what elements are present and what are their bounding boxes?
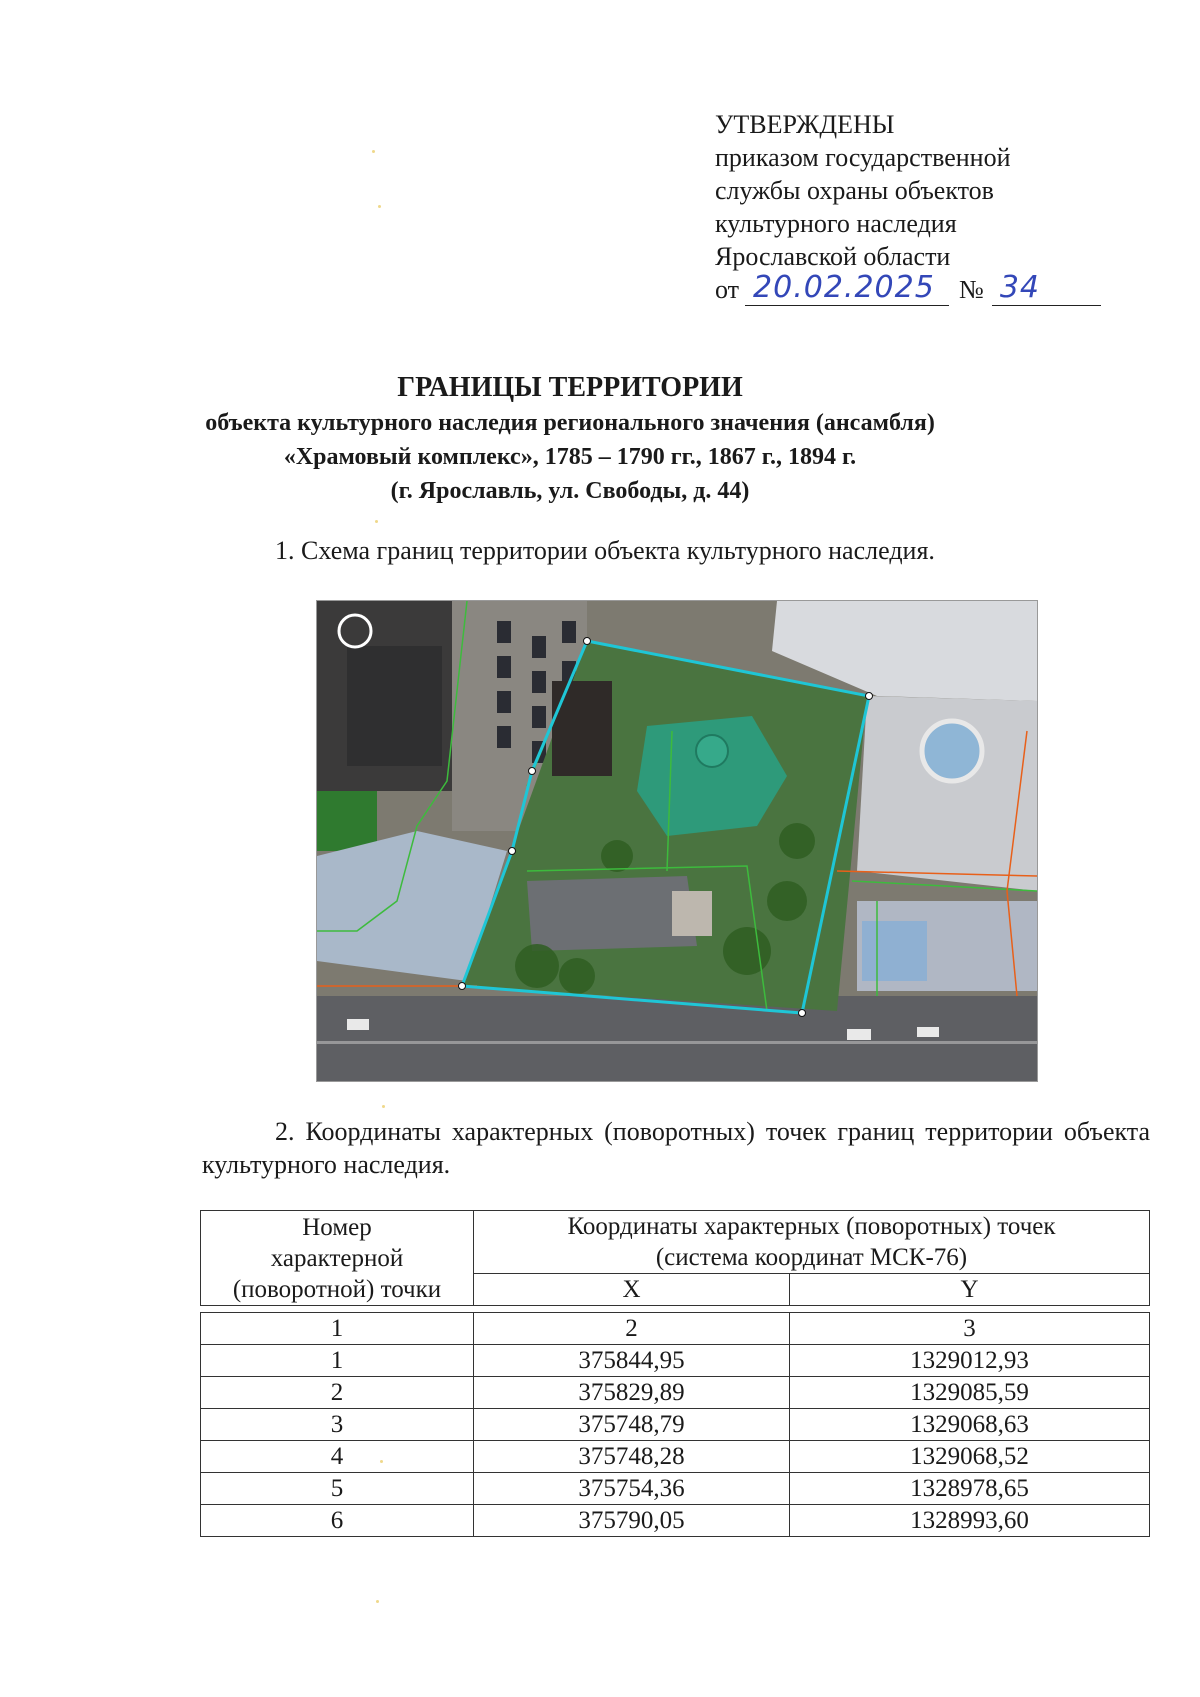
header-coordinates [474,1211,1150,1274]
point-number: 6 [201,1505,474,1537]
table-row [201,1441,1150,1473]
coord-x: 375748,79 [474,1409,790,1441]
approval-line: службы охраны объектов [715,176,994,205]
approval-block [715,108,1145,306]
handwritten-number: 34 [992,273,1101,306]
point-number: 2 [201,1377,474,1409]
title-line-1: ГРАНИЦЫ ТЕРРИТОРИИ [397,372,743,403]
aerial-boundary-map [316,600,1038,1082]
coord-y: 1329012,93 [790,1345,1150,1377]
approval-line: Ярославской области [715,242,951,271]
coord-y: 1329085,59 [790,1377,1150,1409]
scan-artifact [382,1105,385,1108]
church-dome [696,735,728,767]
scan-artifact [372,150,375,153]
belltower-roof [672,891,712,936]
table-row [201,1345,1150,1377]
street [317,996,1037,1081]
scan-artifact [376,1600,379,1603]
header-coords-line: (система координат МСК-76) [655,1244,968,1271]
approval-heading: УТВЕРЖДЕНЫ [715,110,895,139]
table-row [201,1473,1150,1505]
header-point-number [201,1211,474,1306]
point-number: 3 [201,1409,474,1441]
table-cell: 2 [474,1313,790,1345]
coord-y: 1329068,63 [790,1409,1150,1441]
scan-artifact [380,1460,383,1463]
approval-line: приказом государственной [715,143,1011,172]
table-row [201,1377,1150,1409]
title-line-3: «Храмовый комплекс», 1785 – 1790 гг., 1867 г., 1894 г. [283,444,857,470]
coord-x: 375790,05 [474,1505,790,1537]
dark-outbuilding [552,681,612,776]
approval-line: культурного наследия [715,209,957,238]
section-2-heading: 2. Координаты характерных (поворотных) точек границ территории объекта культурного наследия. [202,1117,1150,1179]
green-court [317,791,377,851]
handwritten-date: 20.02.2025 [745,273,949,306]
number-sign: № [959,275,984,304]
coord-x: 375844,95 [474,1345,790,1377]
round-skylight [922,721,982,781]
document-title [200,370,940,508]
lower-grey-building [527,876,697,951]
coord-y: 1329068,52 [790,1441,1150,1473]
blue-roof [862,921,927,981]
table-row [201,1409,1150,1441]
title-line-4: (г. Ярославль, ул. Свободы, д. 44) [390,478,750,504]
coord-x: 375829,89 [474,1377,790,1409]
coord-y: 1328993,60 [790,1505,1150,1537]
point-number: 5 [201,1473,474,1505]
point-number: 1 [201,1345,474,1377]
coord-x: 375748,28 [474,1441,790,1473]
table-header-row [201,1211,1150,1274]
road-marking [317,1041,1037,1044]
section-1-heading: 1. Схема границ территории объекта культурного наследия. [275,536,935,565]
approval-date-line [715,270,1145,306]
title-line-2: объекта культурного наследия регионального значения (ансамбля) [205,410,935,436]
date-prefix: от [715,275,740,304]
coord-y: 1328978,65 [790,1473,1150,1505]
table-row [201,1505,1150,1537]
aerial-map-svg [317,601,1037,1081]
header-number-line: (поворотной) точки [232,1275,442,1303]
header-number-line: Номер [302,1213,372,1241]
header-x: X [474,1274,790,1306]
header-number-line: характерной [270,1244,404,1272]
table-cell: 3 [790,1313,1150,1345]
table-index-row [201,1313,1150,1345]
table-cell: 1 [201,1313,474,1345]
scan-artifact [378,205,381,208]
header-y: Y [790,1274,1150,1306]
coordinates-table [200,1210,1150,1537]
left-building-roof-2 [347,646,442,766]
header-coords-line: Координаты характерных (поворотных) точек [567,1213,1056,1240]
coord-x: 375754,36 [474,1473,790,1505]
point-number: 4 [201,1441,474,1473]
table-separator [201,1306,1150,1313]
scan-artifact [375,520,378,523]
